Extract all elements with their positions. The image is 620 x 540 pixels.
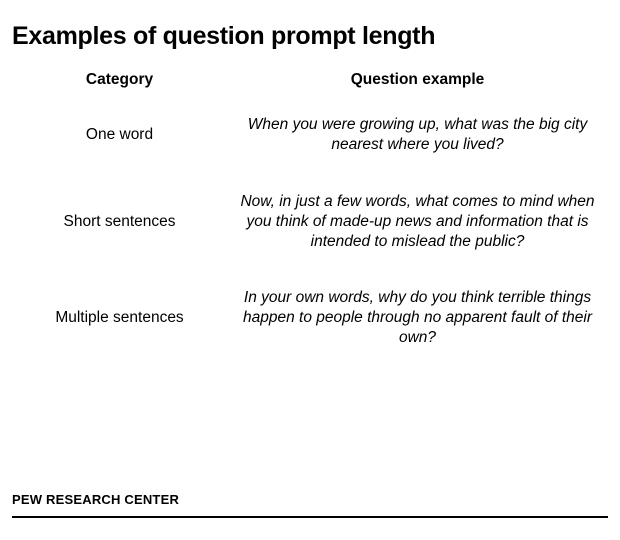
column-header-category: Category — [85, 70, 154, 88]
table-header-row — [12, 57, 608, 99]
cell-question-one-word: When you were growing up, what was the big city nearest where you lived? — [247, 115, 588, 153]
source-note: PEW RESEARCH CENTER — [12, 492, 180, 507]
examples-table — [12, 57, 608, 362]
table-row — [12, 272, 608, 361]
chart-footer — [12, 492, 608, 518]
cell-question-multiple-sentences: In your own words, why do you think terrible things happen to people through no apparent fault of their own? — [242, 288, 593, 346]
chart-title: Examples of question prompt length — [12, 22, 436, 50]
table-header — [12, 57, 608, 99]
table-row — [12, 172, 608, 271]
cell-category-one-word: One word — [85, 125, 154, 143]
footer-rule — [12, 516, 608, 518]
table-row — [12, 99, 608, 173]
cell-category-short-sentences: Short sentences — [63, 213, 176, 231]
cell-category-multiple-sentences: Multiple sentences — [55, 308, 184, 326]
table-body — [12, 99, 608, 362]
cell-question-short-sentences: Now, in just a few words, what comes to mind when you think of made-up news and information that is intended to mislead the public? — [240, 193, 595, 251]
column-header-question: Question example — [350, 70, 485, 88]
